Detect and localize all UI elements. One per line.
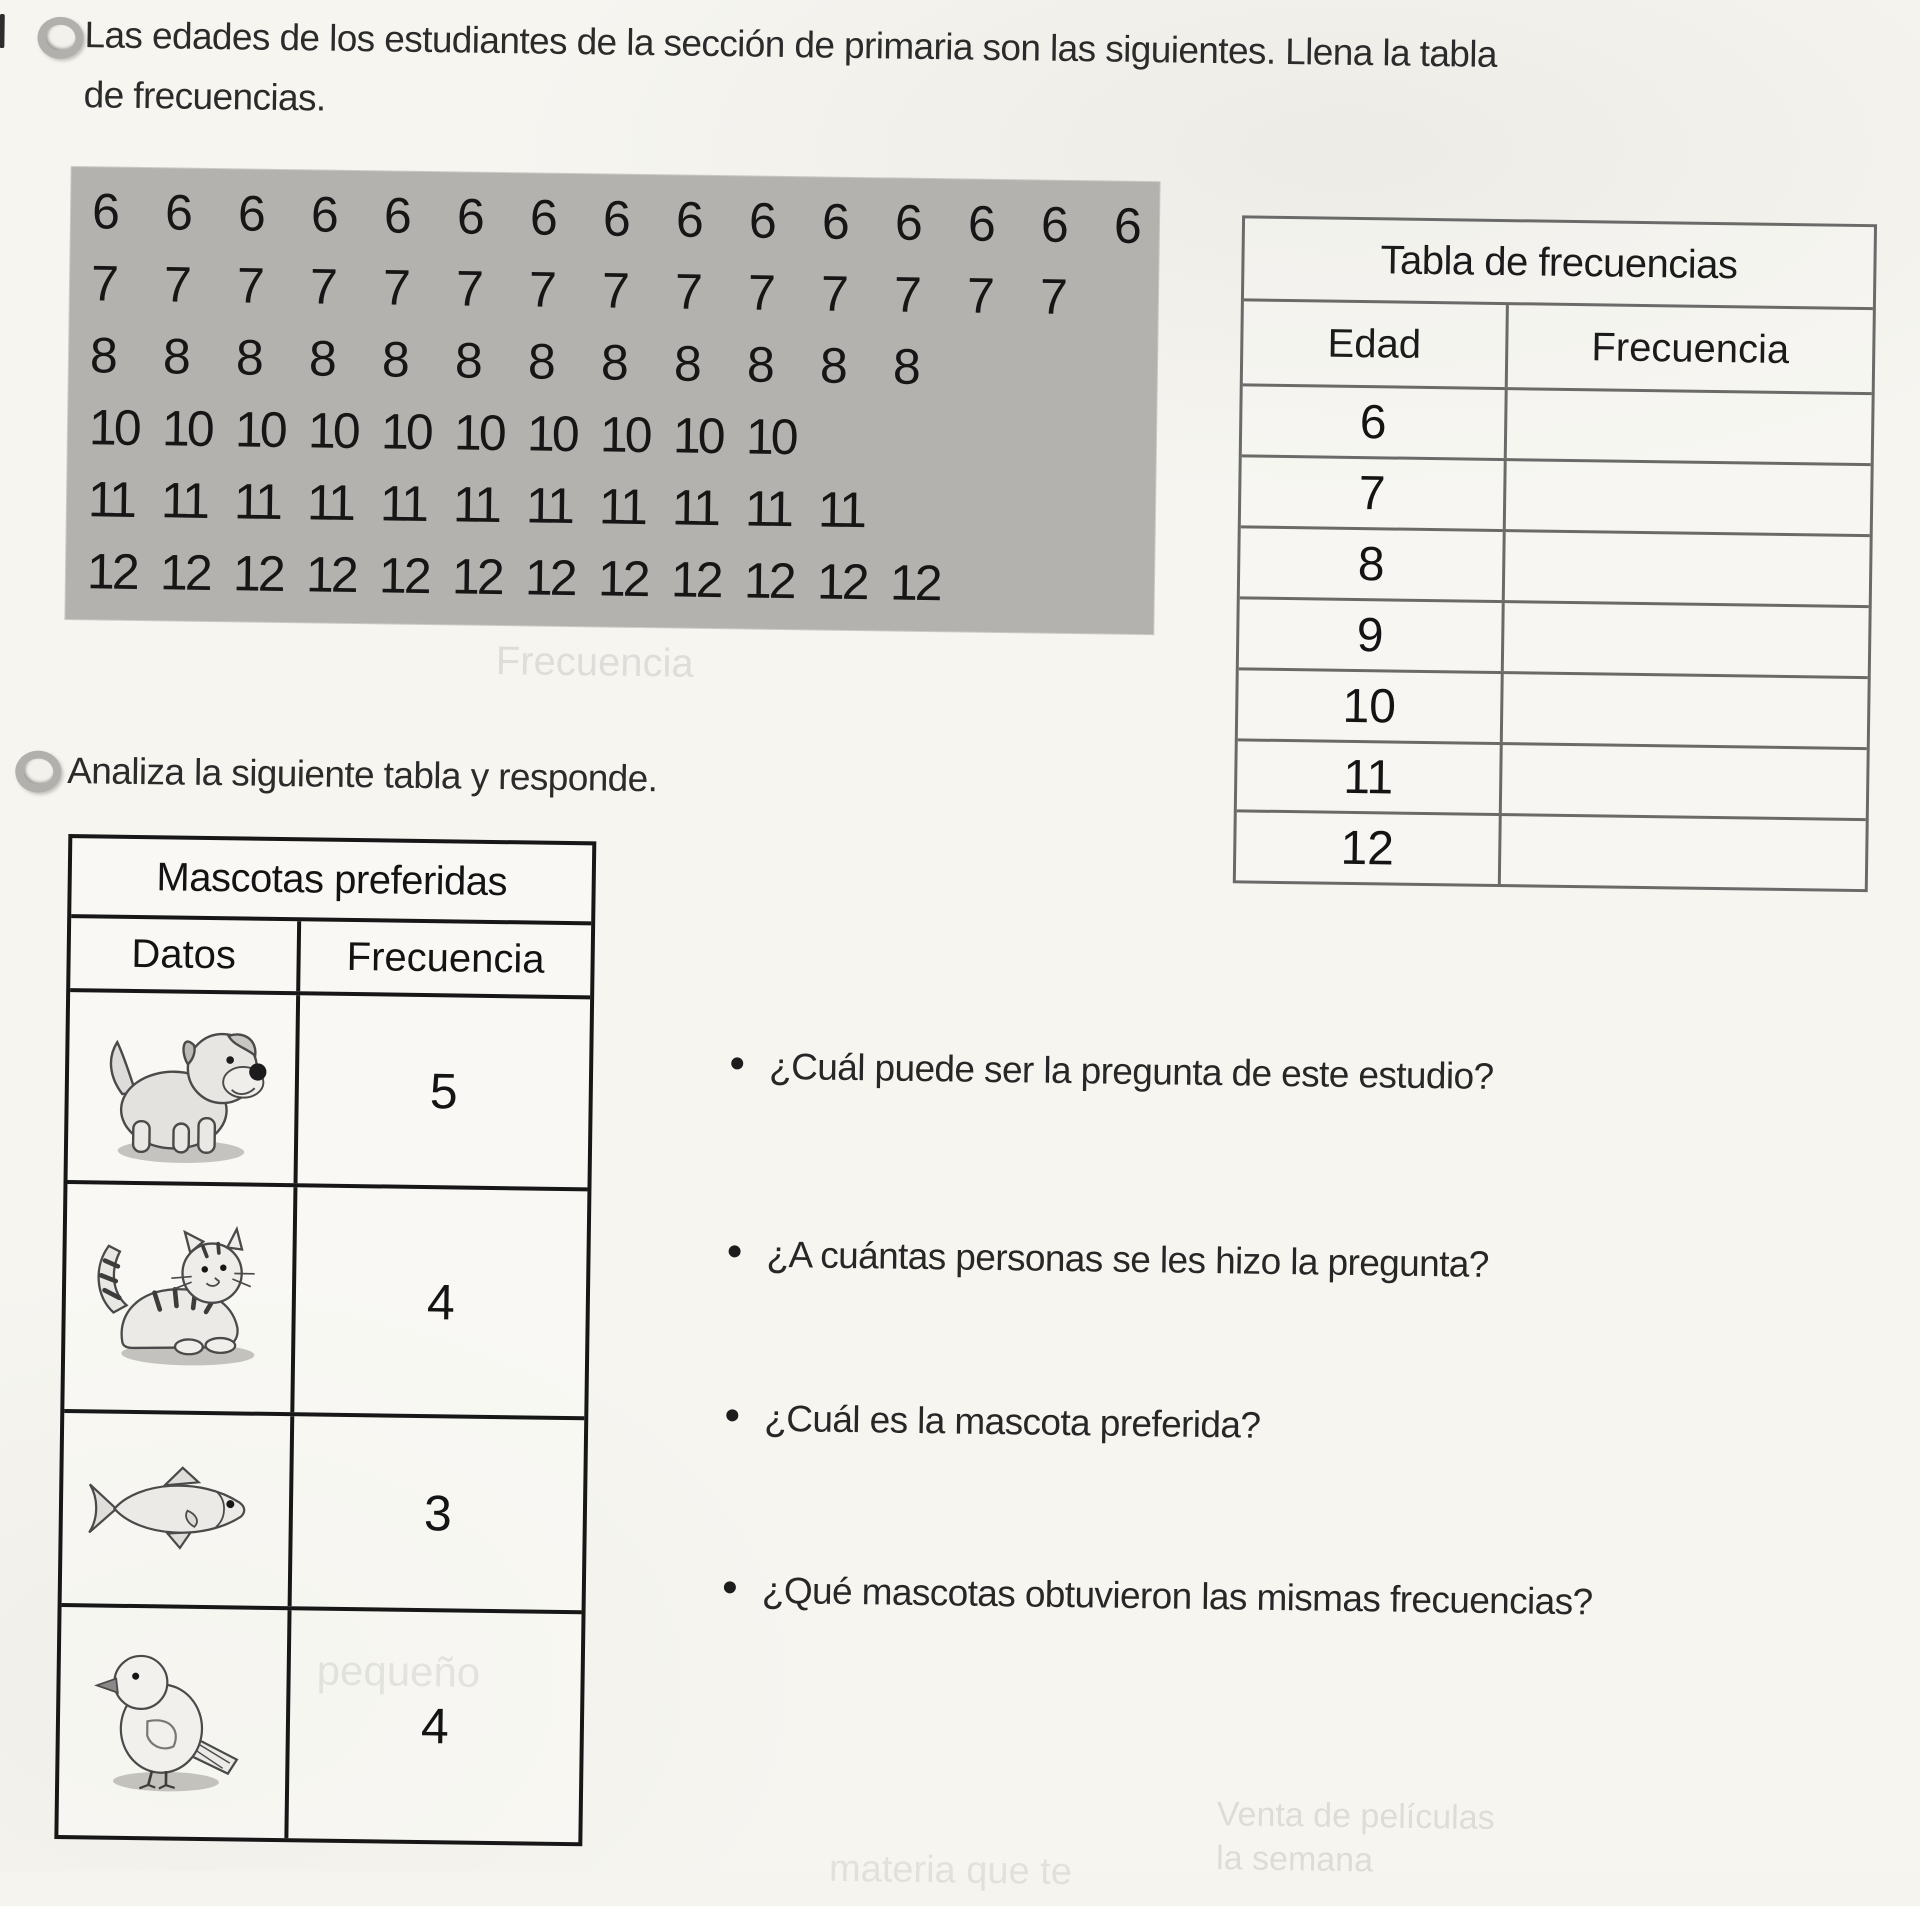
bleed-through-text: Venta de películas xyxy=(1216,1795,1495,1838)
edad-value: 11 xyxy=(1237,741,1503,813)
instruction-line: Analiza la siguiente tabla y responde. xyxy=(66,750,658,800)
age-number: 7 xyxy=(309,258,339,315)
question-3 xyxy=(726,1394,1261,1449)
age-number: 10 xyxy=(526,405,578,463)
fish-icon xyxy=(62,1413,295,1606)
pet-row-bird xyxy=(58,1607,581,1842)
age-number: 10 xyxy=(161,400,213,457)
bleed-through-text: la semana xyxy=(1215,1839,1374,1880)
edad-value: 9 xyxy=(1239,599,1505,671)
ring-bullet-icon xyxy=(37,17,84,60)
age-number: 12 xyxy=(232,545,284,602)
question-text: ¿Cuál es la mascota preferida? xyxy=(763,1397,1261,1446)
frequency-table-title: Tabla de frecuencias xyxy=(1244,218,1874,310)
edad-value: 10 xyxy=(1238,670,1504,742)
age-number: 10 xyxy=(88,399,140,456)
age-number: 7 xyxy=(455,260,485,317)
frequency-table xyxy=(1233,215,1877,892)
age-number: 12 xyxy=(670,551,721,609)
header-frecuencia: Frecuencia xyxy=(346,934,545,982)
age-number: 12 xyxy=(524,549,576,607)
age-number: 11 xyxy=(87,471,135,528)
age-number: 11 xyxy=(525,477,573,535)
age-number: 7 xyxy=(966,267,996,324)
age-number: 8 xyxy=(235,329,265,386)
section1-instruction xyxy=(83,5,1497,145)
age-number: 10 xyxy=(672,407,723,465)
bird-icon xyxy=(58,1607,291,1838)
age-number: 8 xyxy=(819,337,849,394)
age-number: 8 xyxy=(89,327,119,384)
edad-value: 6 xyxy=(1242,386,1508,458)
bleed-through-text: materia que te xyxy=(828,1847,1073,1894)
cat-icon xyxy=(64,1184,297,1412)
pet-row-dog xyxy=(67,992,590,1191)
question-2 xyxy=(728,1230,1489,1289)
pets-table-header xyxy=(70,918,591,999)
age-number: 11 xyxy=(598,478,646,536)
question-1 xyxy=(731,1042,1494,1101)
age-number: 10 xyxy=(307,402,359,460)
bullet-dot-icon xyxy=(729,1245,741,1257)
header-frecuencia: Frecuencia xyxy=(1591,324,1790,372)
frecuencia-cell-empty xyxy=(1502,745,1867,818)
frecuencia-cell-empty xyxy=(1501,816,1866,889)
bullet-dot-icon xyxy=(726,1409,738,1421)
age-number: 11 xyxy=(671,479,719,537)
question-text: ¿Qué mascotas obtuvieron las mismas frecuencias? xyxy=(761,1569,1593,1623)
freq-row-11 xyxy=(1237,741,1867,821)
age-number: 7 xyxy=(382,259,412,316)
pet-frequency-value: 4 xyxy=(426,1273,456,1330)
age-number: 12 xyxy=(451,548,503,606)
age-number: 6 xyxy=(821,193,851,250)
age-number: 12 xyxy=(597,550,648,608)
age-number: 7 xyxy=(236,257,266,314)
age-number: 6 xyxy=(529,189,559,246)
age-number: 8 xyxy=(527,333,557,390)
age-number: 11 xyxy=(233,473,281,530)
age-number: 11 xyxy=(160,472,208,529)
freq-row-7 xyxy=(1241,457,1871,537)
age-number: 10 xyxy=(453,404,505,462)
pets-table-title: Mascotas preferidas xyxy=(71,838,592,925)
age-number: 10 xyxy=(599,406,651,464)
edad-value: 12 xyxy=(1236,812,1502,884)
age-number: 10 xyxy=(380,403,432,461)
age-number: 6 xyxy=(237,185,267,242)
age-number: 11 xyxy=(817,481,865,539)
age-number: 8 xyxy=(892,338,922,395)
pet-frequency-value: 4 xyxy=(420,1698,450,1755)
age-number: 12 xyxy=(743,552,794,610)
age-number: 6 xyxy=(894,194,924,251)
instruction-line-2: de frecuencias. xyxy=(83,74,326,119)
age-number: 12 xyxy=(816,553,867,611)
header-edad: Edad xyxy=(1243,301,1509,387)
question-4 xyxy=(724,1566,1593,1626)
age-number: 6 xyxy=(967,195,997,252)
frecuencia-cell-empty xyxy=(1504,603,1869,676)
age-number: 7 xyxy=(1039,268,1069,325)
freq-row-8 xyxy=(1240,528,1870,608)
question-text: ¿A cuántas personas se les hizo la pregunta? xyxy=(766,1233,1490,1285)
pet-row-cat xyxy=(64,1184,587,1420)
frequency-table-header xyxy=(1243,301,1873,395)
question-text: ¿Cuál puede ser la pregunta de este estudio? xyxy=(768,1045,1494,1097)
bullet-dot-icon xyxy=(731,1057,743,1069)
age-number: 6 xyxy=(456,188,486,245)
age-number: 12 xyxy=(378,547,430,605)
age-number: 6 xyxy=(164,184,194,241)
freq-row-12 xyxy=(1236,812,1866,889)
pet-frequency-value: 3 xyxy=(423,1485,453,1542)
age-number: 6 xyxy=(675,191,705,248)
ages-row-12 xyxy=(66,535,1155,622)
age-number: 11 xyxy=(744,480,792,538)
frecuencia-cell-empty xyxy=(1507,390,1872,463)
edad-value: 7 xyxy=(1241,457,1507,529)
frequency-table-rows xyxy=(1236,386,1872,889)
age-number: 6 xyxy=(1040,196,1070,253)
age-number: 6 xyxy=(602,190,632,247)
freq-row-6 xyxy=(1242,386,1872,466)
ring-bullet-icon xyxy=(15,750,62,793)
frecuencia-cell-empty xyxy=(1505,532,1870,605)
section2-instruction xyxy=(67,741,658,809)
dog-icon xyxy=(68,992,301,1183)
age-number: 12 xyxy=(159,544,211,601)
age-number: 7 xyxy=(820,265,850,322)
header-datos: Datos xyxy=(70,918,301,991)
age-number: 7 xyxy=(601,262,631,319)
age-number: 8 xyxy=(454,332,484,389)
age-number: 7 xyxy=(893,266,923,323)
scan-edge-mark xyxy=(0,14,5,48)
age-number: 7 xyxy=(747,264,777,321)
pets-table xyxy=(54,834,596,1846)
pet-frequency-value: 5 xyxy=(429,1063,459,1120)
instruction-line-1: Las edades de los estudiantes de la sección de primaria son las siguientes. Llena la tabla xyxy=(84,14,1498,75)
age-number: 8 xyxy=(308,330,338,387)
age-number: 7 xyxy=(163,256,193,313)
pets-table-rows xyxy=(58,992,590,1842)
pet-row-fish xyxy=(62,1413,585,1614)
age-number: 6 xyxy=(383,187,413,244)
frecuencia-cell-empty xyxy=(1503,674,1868,747)
bullet-dot-icon xyxy=(724,1581,736,1593)
age-number: 7 xyxy=(528,261,558,318)
age-number: 12 xyxy=(305,546,357,604)
edad-value: 8 xyxy=(1240,528,1506,600)
age-number: 6 xyxy=(91,183,121,240)
age-number: 6 xyxy=(310,186,340,243)
age-number: 8 xyxy=(673,335,703,392)
age-number: 11 xyxy=(379,475,427,532)
age-number: 8 xyxy=(600,334,630,391)
age-number: 8 xyxy=(162,328,192,385)
age-number: 6 xyxy=(748,192,778,249)
freq-row-10 xyxy=(1238,670,1868,750)
bleed-through-text: Frecuencia xyxy=(495,638,694,686)
age-number: 8 xyxy=(381,331,411,388)
frecuencia-cell-empty xyxy=(1506,461,1871,534)
age-number: 11 xyxy=(306,474,354,531)
age-number: 12 xyxy=(889,554,940,612)
age-number: 12 xyxy=(86,543,138,600)
age-number: 11 xyxy=(452,476,500,534)
age-number: 6 xyxy=(1113,197,1143,254)
age-number: 10 xyxy=(745,408,796,466)
ages-data-box xyxy=(65,167,1159,634)
age-number: 10 xyxy=(234,401,286,459)
age-number: 8 xyxy=(746,336,776,393)
freq-row-9 xyxy=(1239,599,1869,679)
age-number: 7 xyxy=(90,255,120,312)
age-number: 7 xyxy=(674,263,704,320)
